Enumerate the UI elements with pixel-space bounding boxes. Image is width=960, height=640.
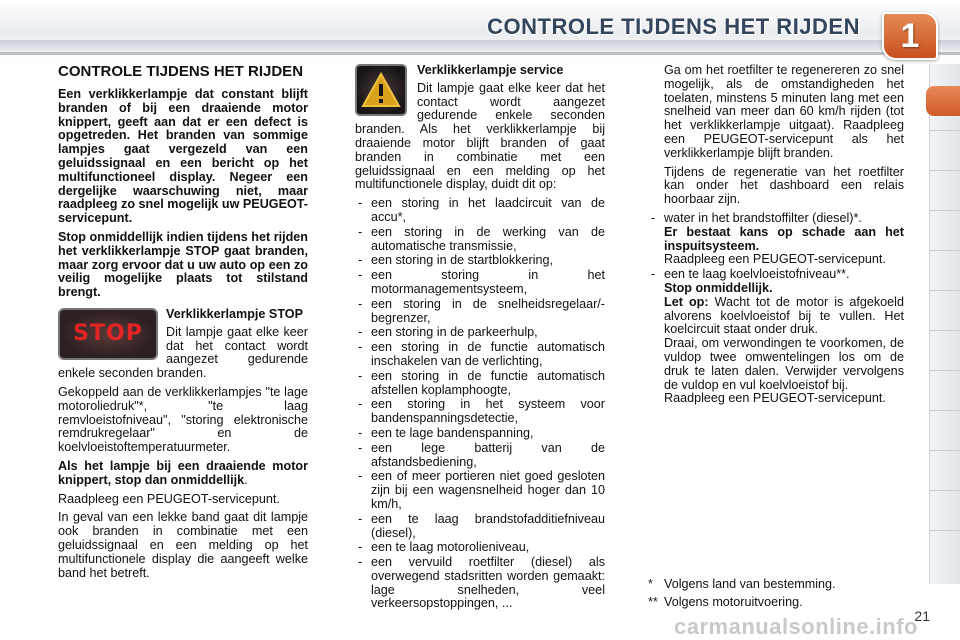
- list-item: - een storing in het systeem voor bandenspanningsdetectie,: [355, 398, 605, 426]
- water-consult-text: Raadpleeg een PEUGEOT-servicepunt.: [664, 252, 886, 267]
- footnote-text: Volgens land van bestemming.: [664, 577, 836, 591]
- list-item: [648, 268, 904, 406]
- side-tab-divider: [930, 450, 960, 451]
- header-band-line: [0, 52, 960, 55]
- stop-icon-label: STOP: [73, 321, 143, 347]
- engine-running-warning: [58, 460, 308, 488]
- footnote: [648, 575, 908, 593]
- header-band: [0, 40, 960, 52]
- footnotes: [648, 575, 908, 611]
- chapter-number: 1: [900, 16, 920, 55]
- stop-warning-lamp-icon: [58, 308, 158, 360]
- coolant-cap-text: Draai, om verwondingen te voorkomen, de vuldop twee omwentelingen los om de druk te laten dalen. Verwijder vervolgens de vuldop en vul koelvloeistof bij.: [664, 336, 904, 392]
- footnote-text: Volgens motoruitvoering.: [664, 595, 803, 609]
- page-title: CONTROLE TIJDENS HET RIJDEN: [487, 14, 860, 39]
- stop-instruction: Stop onmiddellijk indien tijdens het rijden het verklikkerlampje STOP gaat branden, maar zorg ervoor dat u uw auto op een zo veilig mogelijke plaats tot stilstand brengt.: [58, 229, 308, 300]
- right-fault-list: [648, 212, 904, 406]
- list-item: - een storing in de parkeerhulp,: [355, 326, 605, 340]
- coolant-caution-text: Wacht tot de motor is afgekoeld alvorens koelvloeistof bij te vullen. Het koelcircuit staat onder druk.: [664, 294, 904, 337]
- list-item: - een storing in de werking van de automatische transmissie,: [355, 226, 605, 254]
- side-tab-divider: [930, 530, 960, 531]
- list-item: - een te lage bandenspanning,: [355, 427, 605, 441]
- list-item: - een storing in het motormanagementsysteem,: [355, 269, 605, 297]
- side-tab-divider: [930, 290, 960, 291]
- coolant-consult-text: Raadpleeg een PEUGEOT-servicepunt.: [664, 391, 886, 406]
- active-chapter-tab: [926, 86, 960, 116]
- service-fault-list: [355, 197, 605, 611]
- list-item: [648, 212, 904, 267]
- consult-dealer-text: Raadpleeg een PEUGEOT-servicepunt.: [58, 491, 280, 506]
- stop-lamp-block: [58, 308, 308, 386]
- stop-immediately-text: Stop onmiddellijk.: [664, 280, 773, 295]
- list-item: - een storing in het laadcircuit van de accu*,: [355, 197, 605, 225]
- regeneration-relay-text: Tijdens de regeneratie van het roetfilter kan onder het dashboard een relais hoorbaar zijn.: [664, 164, 904, 207]
- page-header: [0, 0, 960, 60]
- list-item: - een lege batterij van de afstandsbediening,: [355, 442, 605, 470]
- injection-damage-warning: Er bestaat kans op schade aan het inspuitsysteem.: [664, 224, 904, 253]
- watermark: carmanualsonline.info: [674, 614, 918, 639]
- column-middle: [355, 64, 605, 615]
- chapter-side-tabs: [929, 64, 960, 584]
- side-tab-divider: [930, 170, 960, 171]
- page-number: 21: [914, 608, 930, 624]
- list-item: - een of meer portieren niet goed gesloten zijn bij een wagensnelheid hoger dan 10 km/h,: [355, 470, 605, 511]
- list-item: - een storing in de functie automatisch inschakelen van de verlichting,: [355, 341, 605, 369]
- section-title: CONTROLE TIJDENS HET RIJDEN: [58, 63, 304, 80]
- caution-label: Let op:: [664, 294, 709, 309]
- coolant-level-text: een te laag koelvloeistofniveau**.: [664, 267, 850, 282]
- stop-lamp-text: Dit lampje gaat elke keer dat het contact wordt aangezet gedurende enkele seconden branden.: [58, 324, 308, 381]
- column-left: [58, 60, 308, 585]
- list-item: - een vervuild roetfilter (diesel) als overwegend stadsritten worden gemaakt: lage snelheden, veel verkeersopstoppingen, ...: [355, 556, 605, 611]
- column-right: [648, 64, 904, 410]
- flat-tyre-text: In geval van een lekke band gaat dit lampje ook branden in combinatie met een geluidssignaal en een melding op het multifunctionele display die aangeeft welke band het betreft.: [58, 510, 308, 580]
- service-lamp-block: [355, 64, 605, 192]
- side-tab-divider: [930, 330, 960, 331]
- intro-warning: Een verklikkerlampje dat constant blijft branden of bij een draaiende motor knippert, geeft aan dat er een defect is opgetreden. Het branden van sommige lampjes gaat vergezeld van een geluidssignaal en een bericht op het multifunctioneel display. Negeer een dergelijke waarschuwing niet, maar raadpleeg zo snel mogelijk uw PEUGEOT-servicepunt.: [58, 87, 308, 226]
- service-lamp-text: Dit lampje gaat elke keer dat het contact wordt aangezet gedurende enkele seconden branden. Als het verklikkerlampje bij draaiende motor blijft branden of gaat branden in combinatie met een geluidssignaal en een melding op het multifunctionele display, duidt dit op:: [355, 80, 605, 192]
- linked-lamps-text: Gekoppeld aan de verklikkerlampjes "te lage motoroliedruk"*, "te laag remvloeistofniveau", "storing elektronische remdrukregelaar" en de koelvloeistoftemperatuurmeter.: [58, 384, 308, 455]
- regeneration-text: Ga om het roetfilter te regenereren zo snel mogelijk, als de omstandigheden het toelaten, minstens 5 minuten lang met een snelheid van meer dan 60 km/h rijden (tot het verklikkerlampje uitgaat). Raadpleeg een PEUGEOT-servicepunt als het verklikkerlampje blijft branden.: [664, 63, 904, 160]
- side-tab-divider: [930, 490, 960, 491]
- service-lamp-heading: Verklikkerlampje service: [417, 63, 564, 77]
- list-item: - een storing in de startblokkering,: [355, 254, 605, 268]
- list-item: - een te laag brandstofadditiefniveau (diesel),: [355, 513, 605, 541]
- service-warning-lamp-icon: [355, 64, 407, 116]
- side-tab-divider: [930, 130, 960, 131]
- side-tab-divider: [930, 210, 960, 211]
- side-tab-divider: [930, 250, 960, 251]
- footnote: [648, 593, 908, 611]
- warning-triangle-icon: [361, 72, 401, 108]
- water-in-filter-text: water in het brandstoffilter (diesel)*.: [664, 210, 862, 225]
- stop-lamp-heading: Verklikkerlampje STOP: [166, 307, 303, 321]
- list-item: - een storing in de snelheidsregelaar/-begrenzer,: [355, 298, 605, 326]
- side-tab-divider: [930, 410, 960, 411]
- chapter-badge: [882, 12, 938, 60]
- list-item: - een storing in de functie automatisch afstellen koplamphoogte,: [355, 370, 605, 398]
- engine-running-end: .: [244, 472, 248, 487]
- footnote-symbol: **: [648, 595, 658, 609]
- list-item: - een te laag motorolieniveau,: [355, 541, 605, 555]
- footnote-symbol: *: [648, 577, 653, 591]
- side-tab-divider: [930, 370, 960, 371]
- engine-running-text: Als het lampje bij een draaiende motor knippert, stop dan onmiddellijk: [58, 458, 308, 487]
